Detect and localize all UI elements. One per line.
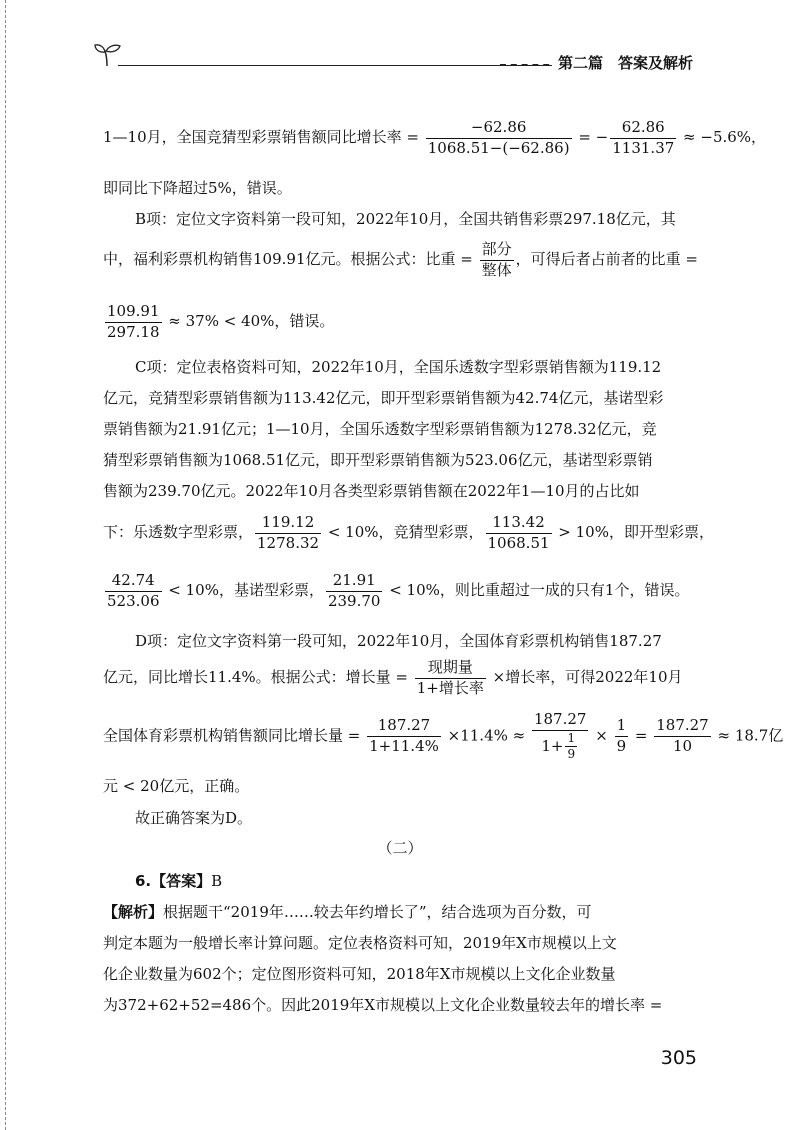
line-10: 售额为239.70亿元。2022年10月各类型彩票销售额在2022年1—10月的占比如 bbox=[103, 482, 640, 500]
line-3: B项：定位文字资料第一段可知，2022年10月，全国共销售彩票297.18亿元，其 bbox=[135, 210, 676, 228]
line-16: 元 < 20亿元，正确。 bbox=[103, 777, 250, 795]
fraction: $\frac{-62.86}{1068.51-(-62.86)}$ bbox=[427, 118, 570, 157]
line-22: 为372+62+52=486个。因此2019年X市规模以上文化企业数量较去年的增长率 = bbox=[103, 996, 663, 1014]
header-section-title: 第二篇 答案及解析 bbox=[552, 52, 693, 73]
fraction: $\frac{1}{9}$ bbox=[616, 716, 627, 755]
line-1: 1—10月，全国竞猜型彩票销售额同比增长率 = $\frac{-62.86}{1068.51-(-62.86)}$ = − $\frac{62.86}{1131.37}$ ≈ −5.6%， bbox=[103, 118, 767, 157]
fraction: $\frac{119.12}{1278.32}$ bbox=[257, 513, 320, 552]
fraction: 187.27 1+ $\frac{1}{9}$ bbox=[533, 710, 587, 762]
line-20: 判定本题为一般增长率计算问题。定位表格资料可知，2019年X市规模以上文 bbox=[103, 934, 617, 952]
fraction: $\frac{21.91}{239.70}$ bbox=[327, 571, 381, 610]
fraction: $\frac{109.91}{297.18}$ bbox=[107, 302, 160, 341]
line-5: $\frac{109.91}{297.18}$ ≈ 37% < 40%，错误。 bbox=[107, 302, 335, 341]
fraction: $\frac{187.27}{10}$ bbox=[656, 716, 709, 755]
line-2: 即同比下降超过5%，错误。 bbox=[103, 179, 292, 197]
fraction: $\frac{62.86}{1131.37}$ bbox=[612, 118, 675, 157]
line-9: 猜型彩票销售额为1068.51亿元，即开型彩票销售额为523.06亿元，基诺型彩票销 bbox=[103, 451, 653, 469]
line-12: $\frac{42.74}{523.06}$ < 10%，基诺型彩票， $\frac{21.91}{239.70}$ < 10%，则比重超过一成的只有1个，错误。 bbox=[107, 571, 690, 610]
line-11: 下：乐透数字型彩票， $\frac{119.12}{1278.32}$ < 10%，竞猜型彩票， $\frac{113.42}{1068.51}$ > 10%，即开型彩票， bbox=[103, 513, 714, 552]
line-21: 化企业数量为602个；定位图形资料可知，2018年X市规模以上文化企业数量 bbox=[103, 965, 616, 983]
part-heading: （二） bbox=[377, 839, 423, 857]
line-6: C项：定位表格资料可知，2022年10月，全国乐透数字型彩票销售额为119.12 bbox=[135, 358, 662, 376]
fraction: $\frac{187.27}{1+11.4\%}$ bbox=[369, 716, 439, 755]
fraction: $\frac{\text{部分}}{\text{整体}}$ bbox=[481, 240, 512, 279]
line-13: D项：定位文字资料第一段可知，2022年10月，全国体育彩票机构销售187.27 bbox=[135, 632, 662, 650]
fraction: $\frac{113.42}{1068.51}$ bbox=[487, 513, 550, 552]
fraction: $\frac{42.74}{523.06}$ bbox=[107, 571, 160, 610]
line-15: 全国体育彩票机构销售额同比增长量 = $\frac{187.27}{1+11.4\%}$ ×11.4% ≈ 187.27 1+ $\frac{1}{9}$ × $\frac{1}{9}$ = $\frac{187.27}{10}$ ≈ 18.7亿 bbox=[103, 710, 784, 762]
nested-fraction: $\frac{1}{9}$ bbox=[567, 730, 576, 762]
answer-line: 6.【答案】B bbox=[135, 872, 223, 890]
fraction: $\frac{\text{现期量}}{\text{1+增长率}}$ bbox=[416, 658, 484, 697]
page-number: 305 bbox=[660, 1047, 697, 1069]
line-4: 中，福利彩票机构销售109.91亿元。根据公式：比重 = $\frac{\text{部分}}{\text{整体}}$ ，可得后者占前者的比重 = bbox=[103, 240, 698, 279]
analysis-line: 【解析】根据题干“2019年……较去年约增长了”，结合选项为百分数，可 bbox=[103, 903, 592, 921]
line-7: 亿元，竞猜型彩票销售额为113.42亿元，即开型彩票销售额为42.74亿元，基诺型彩 bbox=[103, 389, 664, 407]
line-14: 亿元，同比增长11.4%。根据公式：增长量 = $\frac{\text{现期量}}{\text{1+增长率}}$ ×增长率，可得2022年10月 bbox=[103, 658, 683, 697]
line-8: 票销售额为21.91亿元；1—10月，全国乐透数字型彩票销售额为1278.32亿元，竞 bbox=[103, 420, 657, 438]
binding-margin bbox=[5, 0, 6, 1130]
line-17: 故正确答案为D。 bbox=[135, 809, 253, 827]
